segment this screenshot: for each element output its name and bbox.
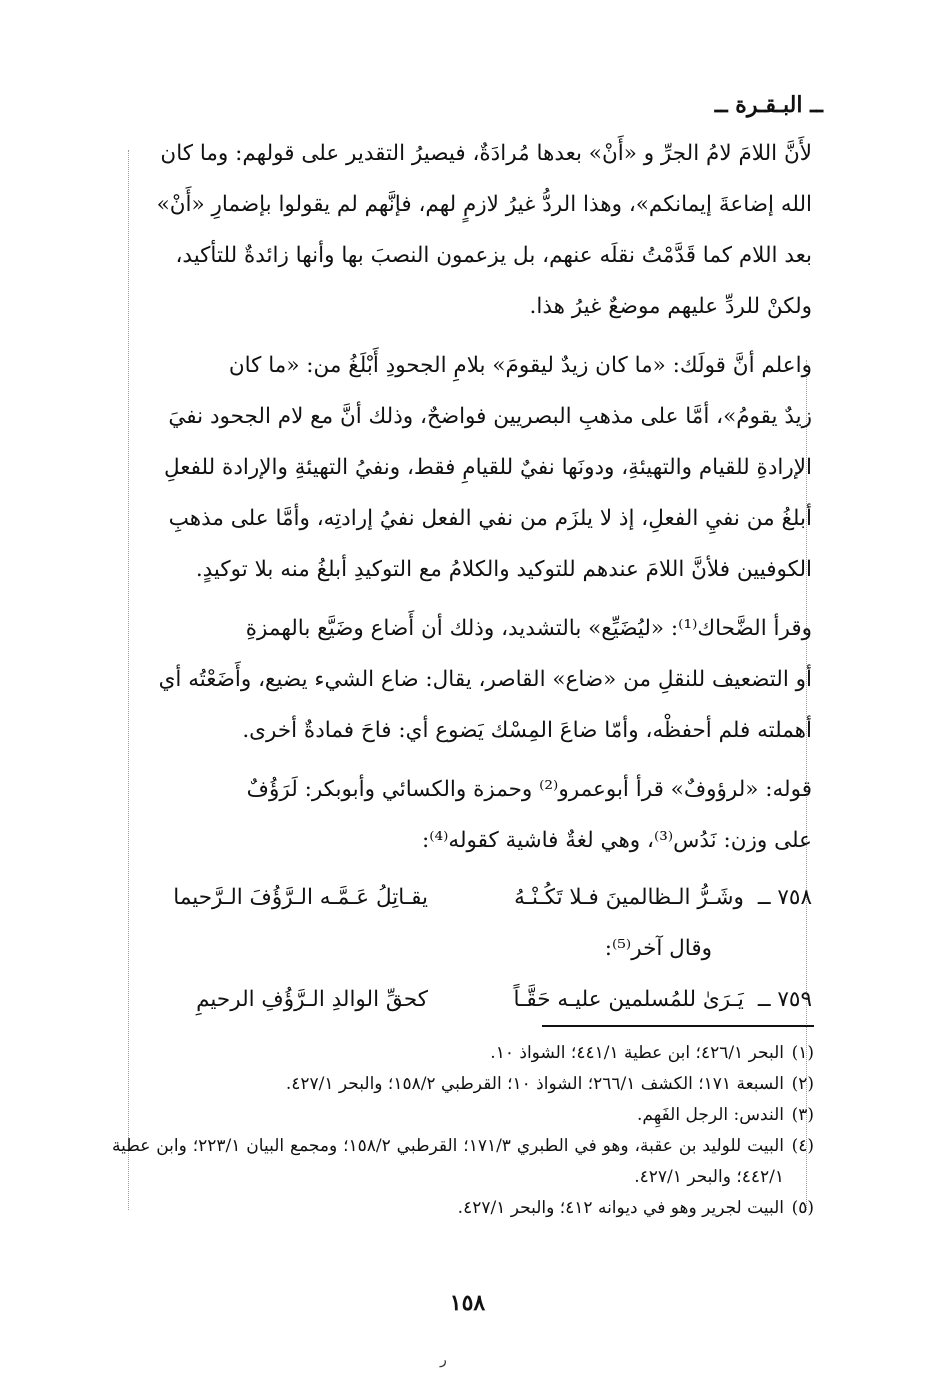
running-header: ــ البـقـرة ــ [714,92,823,118]
text-line: وقرأ الضَّحاك⁽¹⁾: «ليُضَيِّع» بالتشديد، وذلك أن أَضاع وضَيَّع بالهمزةِ [245,616,812,641]
footnote-number: (٢) [791,1074,814,1094]
footnote-text: البيت لجرير وهو في ديوانه ٤١٢؛ والبحر ٤٢٧/١. [457,1198,784,1218]
scan-mark: ر [440,1352,447,1368]
footnote-text: البحر ٤٢٦/١؛ ابن عطية ٤٤١/١؛ الشواذ ١٠. [490,1043,784,1063]
footnote-number: (١) [791,1043,814,1063]
verse-intro: وقال آخر⁽⁵⁾: [604,936,712,961]
footnote [112,1193,814,1224]
text-line: واعلم أنَّ قولَك: «ما كان زيدٌ ليقومَ» بلامِ الجحودِ أَبْلَغُ من: «ما كان [228,353,812,378]
text-line: أبلغُ من نفيِ الفعلِ، إذ لا يلزَم من نفي الفعل نفيُ إرادتِه، وأمَّا على مذهبِ [168,506,812,531]
verse-hemistich-first: يَـرَىٰ للمُسلمين عليـه حَقَّـاً [513,987,744,1012]
text-line: لأَنَّ اللامَ لامُ الجرِّ و «أَنْ» بعدها مُرادَةٌ، فيصيرُ التقدير على قولهم: وما كان [160,141,812,166]
text-line: الله إضاعةَ إيمانكم»، وهذا الردُّ غيرُ لازمٍ لهم، فإنَّهم لم يقولوا بإضمارِ «أَنْ» [156,192,812,217]
footnote-number: (٤) [791,1136,814,1156]
footnote-text: الندس: الرجل الفَهِم. [637,1105,784,1125]
footnote [112,1100,814,1131]
footnote-text: السبعة ١٧١؛ الكشف ٢٦٦/١؛ الشواذ ١٠؛ القرطبي ١٥٨/٢؛ والبحر ٤٢٧/١. [285,1074,784,1094]
verse-number: ٧٥٨ ــ [757,885,812,910]
text-line: على وزن: نَدُس⁽³⁾، وهي لغةٌ فاشية كقوله⁽⁴⁾: [421,828,812,853]
main-text [112,128,812,1025]
footnote [112,1131,814,1193]
footnote-number: (٣) [791,1105,814,1125]
footnote-number: (٥) [791,1198,814,1218]
footnote-text: البيت للوليد بن عقبة، وهو في الطبري ١٧١/٣؛ القرطبي ١٥٨/٢؛ ومجمع البيان ٢٢٣/١؛ وابن عطية ٤٤٢/١؛ والبحر ٤٢٧/١. [112,1136,784,1187]
text-line: قوله: «لرؤوفٌ» قرأ أبوعمرو⁽²⁾ وحمزة والكسائي وأبوبكر: لَرَؤُفٌ [246,777,812,802]
text-line: بعد اللام كما قَدَّمْتُ نقلَه عنهم، بل يزعمون النصبَ بها وأنها زائدةٌ للتأكيد، [175,243,812,268]
verse-hemistich-first: وشَـرُّ الـظالمينَ فـلا تَكُـنْـهُ [514,885,744,910]
paragraph [112,340,812,595]
text-line: أهملته فلم أحفظْه، وأمّا ضاعَ المِسْك يَضوع أي: فاحَ فمادةٌ أخرى. [242,718,812,743]
verse-hemistich-second: يقـاتِلُ عَـمَّـه الـرَّؤُفَ الـرَّحيما [173,885,428,910]
paragraph [112,603,812,756]
paragraph [112,764,812,866]
verse-759 [112,974,812,1025]
footnote-divider [542,1025,814,1027]
verse-hemistich-second: كحقِّ الوالدِ الـرَّؤُفِ الرحيمِ [196,987,428,1012]
text-line: زيدٌ يقومُ»، أمَّا على مذهبِ البصريين فواضحٌ، وذلك أنَّ مع لام الجحود نفيَ [168,404,812,429]
footnote [112,1038,814,1069]
paragraph [112,128,812,332]
text-line: ولكنْ للردِّ عليهم موضعٌ غيرُ هذا. [529,294,812,319]
text-line: أو التضعيف للنقلِ من «ضاع» القاصر، يقال: ضاع الشيء يضيع، وأَضَعْتُه أي [158,667,812,692]
footnote [112,1069,814,1100]
verse-number: ٧٥٩ ــ [757,987,812,1012]
text-line: الكوفيين فلأنَّ اللامَ عندهم للتوكيد والكلامُ مع التوكيدِ أبلغُ منه بلا توكيدٍ. [195,557,812,582]
footnotes [112,1038,814,1224]
text-line: الإرادةِ للقيام والتهيئةِ، ودونَها نفيٌ للقيامِ فقط، ونفيُ التهيئةِ والإرادة للفعلِ [164,455,812,480]
page-number: ١٥٨ [449,1290,486,1316]
verse-758 [112,872,812,923]
